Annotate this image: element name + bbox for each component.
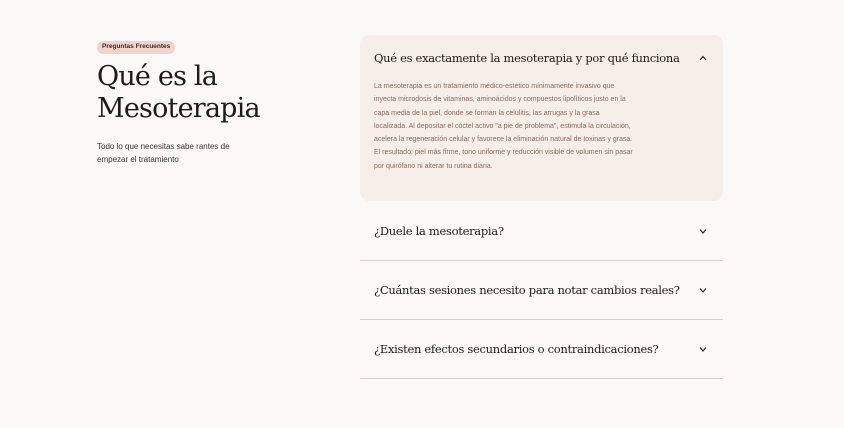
faq-item-open [360, 35, 723, 201]
faq-question: ¿Duele la mesoterapia? [374, 223, 504, 238]
faq-question-row[interactable] [374, 51, 709, 65]
page-title-line2: Mesoterapia [97, 92, 260, 124]
faq-intro [97, 35, 297, 166]
page-title-line1: Qué es la [97, 60, 218, 92]
faq-question: ¿Existen efectos secundarios o contraindicaciones? [374, 342, 659, 356]
chevron-down-icon[interactable] [697, 284, 709, 296]
faq-item[interactable] [360, 261, 723, 320]
faq-item[interactable] [360, 320, 723, 379]
page-subtitle: Todo lo que necesitas sabe rantes de empezar el tratamiento [97, 141, 230, 164]
chevron-down-icon[interactable] [697, 225, 709, 237]
chevron-up-icon[interactable] [697, 52, 709, 64]
faq-question: ¿Cuántas sesiones necesito para notar cambios reales? [374, 283, 680, 297]
faq-answer: La mesoterapia es un tratamiento médico-estético mínimamente invasivo que inyecta microdosis de vitaminas, aminoácidos y compuestos lipolíticos justo en la capa media de la piel, donde se forman la celulitis, las arrugas y la grasa localizada. Al depositar el cóctel activo "a pie de problema", estimula la circulación, acelera la regeneración celular y favorece la eliminación natural de toxinas y grasa. El resultado: piel más firme, tono uniforme y reducción visible de volumen sin pasar por quirófano ni alterar tu rutina diaria. [374, 83, 633, 170]
faq-badge: Preguntas Frecuentes [97, 41, 175, 54]
faq-accordion [360, 35, 723, 379]
page-title [97, 61, 297, 125]
chevron-down-icon[interactable] [697, 343, 709, 355]
faq-question: Qué es exactamente la mesoterapia y por qué funciona [374, 51, 680, 65]
faq-item[interactable] [360, 201, 723, 261]
